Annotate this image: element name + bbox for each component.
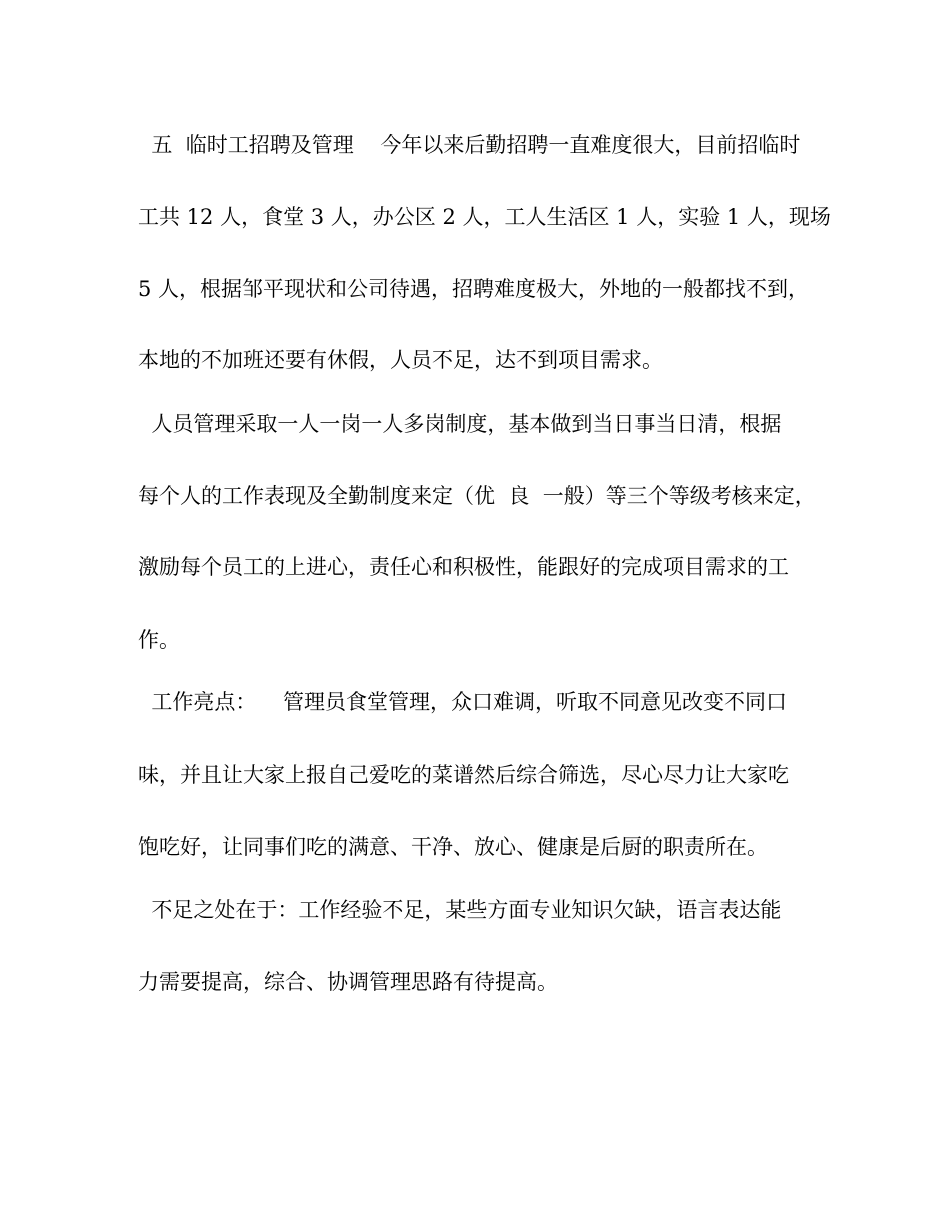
paragraph-1-line-4: 本地的不加班还要有休假，人员不足，达不到项目需求。 — [138, 348, 663, 372]
paragraph-4-line-2: 力需要提高，综合、协调管理思路有待提高。 — [138, 970, 558, 994]
paragraph-2-line-4: 作。 — [138, 628, 180, 652]
paragraph-3-line-1: 工作亮点： 管理员食堂管理，众口难调，听取不同意见改变不同口 — [138, 690, 788, 714]
paragraph-4-line-1: 不足之处在于：工作经验不足，某些方面专业知识欠缺，语言表达能 — [138, 898, 782, 922]
paragraph-1-line-3: 5 人，根据邹平现状和公司待遇，招聘难度极大，外地的一般都找不到， — [138, 277, 810, 301]
paragraph-1-line-2: 工共 12 人，食堂 3 人，办公区 2 人，工人生活区 1 人，实验 1 人，现场 — [138, 205, 831, 229]
paragraph-2-line-2: 每个人的工作表现及全勤制度来定（优 良 一般）等三个等级考核来定， — [138, 484, 816, 508]
paragraph-3-line-3: 饱吃好，让同事们吃的满意、干净、放心、健康是后厨的职责所在。 — [138, 835, 768, 859]
paragraph-2-line-3: 激励每个员工的上进心，责任心和积极性，能跟好的完成项目需求的工 — [138, 555, 789, 579]
paragraph-1-line-1: 五 临时工招聘及管理 今年以来后勤招聘一直难度很大，目前招临时 — [138, 133, 801, 157]
paragraph-3-line-2: 味，并且让大家上报自己爱吃的菜谱然后综合筛选，尽心尽力让大家吃 — [138, 763, 789, 787]
paragraph-2-line-1: 人员管理采取一人一岗一人多岗制度，基本做到当日事当日清，根据 — [138, 412, 782, 436]
